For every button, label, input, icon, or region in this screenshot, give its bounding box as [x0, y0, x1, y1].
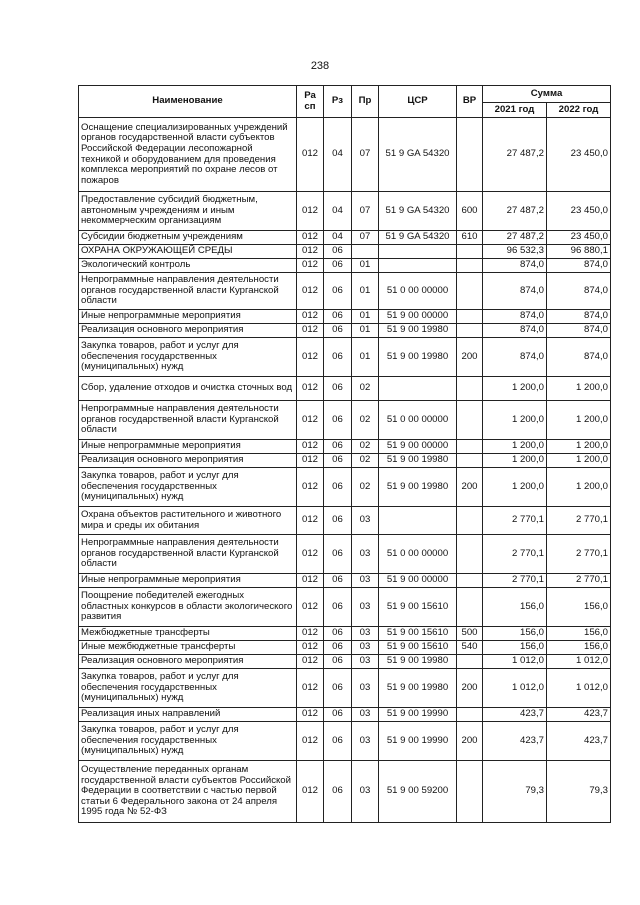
row-vr: 600	[457, 192, 483, 231]
row-rasp: 012	[297, 454, 324, 468]
table-row	[79, 574, 611, 588]
row-csr	[379, 507, 457, 535]
row-rz: 06	[324, 641, 352, 655]
table-row	[79, 641, 611, 655]
row-csr: 51 9 GA 54320	[379, 118, 457, 192]
row-rasp: 012	[297, 310, 324, 324]
table-body	[79, 118, 611, 823]
row-sum-2022: 1 200,0	[547, 468, 611, 507]
table-row	[79, 588, 611, 627]
row-rz: 06	[324, 338, 352, 377]
row-sum-2021: 27 487,2	[483, 231, 547, 245]
row-sum-2022: 1 200,0	[547, 440, 611, 454]
row-sum-2022: 156,0	[547, 627, 611, 641]
row-csr: 51 9 00 19980	[379, 669, 457, 708]
row-vr: 500	[457, 627, 483, 641]
row-csr: 51 9 00 19980	[379, 338, 457, 377]
row-pr: 03	[352, 669, 379, 708]
row-name: Иные межбюджетные трансферты	[79, 641, 297, 655]
row-sum-2021: 27 487,2	[483, 192, 547, 231]
row-sum-2021: 874,0	[483, 273, 547, 310]
row-csr: 51 9 GA 54320	[379, 192, 457, 231]
row-rasp: 012	[297, 259, 324, 273]
row-name: Закупка товаров, работ и услуг для обеспечения государственных (муниципальных) нужд	[79, 338, 297, 377]
row-vr	[457, 324, 483, 338]
row-sum-2021: 1 200,0	[483, 440, 547, 454]
header-summa: Сумма	[483, 86, 611, 103]
row-sum-2022: 96 880,1	[547, 245, 611, 259]
row-sum-2022: 874,0	[547, 259, 611, 273]
row-vr	[457, 507, 483, 535]
header-vr: ВР	[457, 86, 483, 118]
table-row	[79, 440, 611, 454]
row-pr: 03	[352, 535, 379, 574]
row-pr: 03	[352, 588, 379, 627]
table-row	[79, 273, 611, 310]
table-row	[79, 231, 611, 245]
row-sum-2022: 156,0	[547, 588, 611, 627]
row-vr	[457, 761, 483, 823]
row-sum-2021: 79,3	[483, 761, 547, 823]
row-name: Иные непрограммные мероприятия	[79, 440, 297, 454]
table-row	[79, 535, 611, 574]
row-sum-2021: 874,0	[483, 310, 547, 324]
table-row	[79, 259, 611, 273]
row-pr: 03	[352, 627, 379, 641]
row-pr: 03	[352, 574, 379, 588]
row-sum-2021: 156,0	[483, 641, 547, 655]
row-vr: 610	[457, 231, 483, 245]
row-vr	[457, 655, 483, 669]
row-csr: 51 9 00 19990	[379, 708, 457, 722]
row-rasp: 012	[297, 377, 324, 401]
row-rasp: 012	[297, 655, 324, 669]
row-rasp: 012	[297, 761, 324, 823]
row-pr: 07	[352, 231, 379, 245]
row-sum-2021: 1 200,0	[483, 377, 547, 401]
row-pr: 01	[352, 324, 379, 338]
budget-table	[78, 85, 611, 823]
table-row	[79, 454, 611, 468]
row-name: Закупка товаров, работ и услуг для обеспечения государственных (муниципальных) нужд	[79, 722, 297, 761]
row-rasp: 012	[297, 535, 324, 574]
row-vr: 200	[457, 722, 483, 761]
row-sum-2021: 96 532,3	[483, 245, 547, 259]
row-rz: 04	[324, 231, 352, 245]
row-vr	[457, 588, 483, 627]
row-name: Сбор, удаление отходов и очистка сточных вод	[79, 377, 297, 401]
row-sum-2021: 423,7	[483, 722, 547, 761]
row-sum-2022: 874,0	[547, 273, 611, 310]
row-csr: 51 9 00 19980	[379, 324, 457, 338]
row-rasp: 012	[297, 324, 324, 338]
row-vr	[457, 401, 483, 440]
row-pr: 01	[352, 338, 379, 377]
row-csr: 51 9 00 19980	[379, 468, 457, 507]
row-csr: 51 9 00 59200	[379, 761, 457, 823]
row-sum-2022: 1 012,0	[547, 669, 611, 708]
row-sum-2021: 27 487,2	[483, 118, 547, 192]
row-pr: 03	[352, 655, 379, 669]
row-rz: 06	[324, 655, 352, 669]
row-rasp: 012	[297, 440, 324, 454]
row-sum-2021: 423,7	[483, 708, 547, 722]
row-pr: 03	[352, 708, 379, 722]
row-rz: 06	[324, 627, 352, 641]
row-sum-2021: 874,0	[483, 324, 547, 338]
row-rz: 06	[324, 440, 352, 454]
row-vr	[457, 454, 483, 468]
row-sum-2021: 156,0	[483, 627, 547, 641]
table-row	[79, 310, 611, 324]
row-sum-2021: 1 200,0	[483, 468, 547, 507]
row-sum-2022: 79,3	[547, 761, 611, 823]
row-csr: 51 9 GA 54320	[379, 231, 457, 245]
row-rasp: 012	[297, 338, 324, 377]
table-row	[79, 118, 611, 192]
row-sum-2022: 1 200,0	[547, 377, 611, 401]
row-rz: 06	[324, 259, 352, 273]
row-csr	[379, 259, 457, 273]
row-sum-2022: 23 450,0	[547, 231, 611, 245]
row-csr	[379, 377, 457, 401]
row-sum-2021: 1 200,0	[483, 401, 547, 440]
row-sum-2022: 874,0	[547, 310, 611, 324]
row-rz: 06	[324, 401, 352, 440]
row-pr	[352, 245, 379, 259]
table-row	[79, 468, 611, 507]
row-sum-2022: 2 770,1	[547, 574, 611, 588]
row-sum-2021: 2 770,1	[483, 535, 547, 574]
row-vr	[457, 377, 483, 401]
row-rasp: 012	[297, 574, 324, 588]
row-sum-2022: 1 200,0	[547, 401, 611, 440]
row-vr	[457, 535, 483, 574]
header-name: Наименование	[79, 86, 297, 118]
row-vr: 200	[457, 338, 483, 377]
row-rz: 04	[324, 192, 352, 231]
row-pr: 01	[352, 273, 379, 310]
row-csr: 51 0 00 00000	[379, 401, 457, 440]
row-pr: 07	[352, 118, 379, 192]
row-name: ОХРАНА ОКРУЖАЮЩЕЙ СРЕДЫ	[79, 245, 297, 259]
row-pr: 02	[352, 377, 379, 401]
row-name: Экологический контроль	[79, 259, 297, 273]
row-sum-2022: 23 450,0	[547, 118, 611, 192]
row-vr	[457, 259, 483, 273]
row-rasp: 012	[297, 468, 324, 507]
row-rz: 06	[324, 535, 352, 574]
row-pr: 01	[352, 259, 379, 273]
row-rz: 06	[324, 273, 352, 310]
row-sum-2021: 874,0	[483, 338, 547, 377]
row-sum-2021: 1 012,0	[483, 669, 547, 708]
table-row	[79, 722, 611, 761]
row-rz: 06	[324, 708, 352, 722]
header-rz: Рз	[324, 86, 352, 118]
row-pr: 02	[352, 440, 379, 454]
row-pr: 01	[352, 310, 379, 324]
row-rasp: 012	[297, 669, 324, 708]
row-sum-2022: 156,0	[547, 641, 611, 655]
row-name: Реализация основного мероприятия	[79, 655, 297, 669]
row-pr: 03	[352, 641, 379, 655]
row-name: Предоставление субсидий бюджетным, автономным учреждениям и иным некоммерческим организациям	[79, 192, 297, 231]
row-rz: 06	[324, 454, 352, 468]
table-row	[79, 655, 611, 669]
row-vr	[457, 273, 483, 310]
page-number: 238	[310, 60, 330, 72]
row-csr: 51 9 00 00000	[379, 574, 457, 588]
row-csr: 51 9 00 00000	[379, 440, 457, 454]
row-vr	[457, 118, 483, 192]
row-sum-2021: 1 200,0	[483, 454, 547, 468]
row-vr	[457, 310, 483, 324]
table-row	[79, 708, 611, 722]
row-name: Субсидии бюджетным учреждениям	[79, 231, 297, 245]
table-row	[79, 401, 611, 440]
row-rz: 06	[324, 507, 352, 535]
row-sum-2021: 156,0	[483, 588, 547, 627]
row-pr: 02	[352, 468, 379, 507]
table-row	[79, 245, 611, 259]
row-name: Поощрение победителей ежегодных областных конкурсов в области экологического развития	[79, 588, 297, 627]
row-pr: 03	[352, 722, 379, 761]
row-vr	[457, 245, 483, 259]
row-sum-2022: 1 012,0	[547, 655, 611, 669]
table-row	[79, 669, 611, 708]
table-row	[79, 507, 611, 535]
row-rz: 06	[324, 588, 352, 627]
row-name: Непрограммные направления деятельности органов государственной власти Курганской области	[79, 401, 297, 440]
row-csr: 51 0 00 00000	[379, 273, 457, 310]
row-name: Закупка товаров, работ и услуг для обеспечения государственных (муниципальных) нужд	[79, 468, 297, 507]
row-rasp: 012	[297, 273, 324, 310]
header-csr: ЦСР	[379, 86, 457, 118]
row-csr: 51 9 00 19990	[379, 722, 457, 761]
row-pr: 02	[352, 401, 379, 440]
row-rasp: 012	[297, 507, 324, 535]
row-name: Непрограммные направления деятельности органов государственной власти Курганской области	[79, 535, 297, 574]
row-rz: 06	[324, 468, 352, 507]
row-csr: 51 9 00 19980	[379, 655, 457, 669]
row-csr: 51 9 00 19980	[379, 454, 457, 468]
row-sum-2022: 874,0	[547, 338, 611, 377]
table-row	[79, 192, 611, 231]
row-name: Охрана объектов растительного и животного мира и среды их обитания	[79, 507, 297, 535]
row-vr	[457, 708, 483, 722]
row-csr: 51 9 00 15610	[379, 641, 457, 655]
row-rz: 06	[324, 324, 352, 338]
row-name: Оснащение специализированных учреждений органов государственной власти субъектов Российской Федерации лесопожарной техникой и оборудованием для проведения комплекса мероприятий по охране лесов от пожаров	[79, 118, 297, 192]
row-rasp: 012	[297, 641, 324, 655]
row-sum-2022: 423,7	[547, 722, 611, 761]
row-rasp: 012	[297, 588, 324, 627]
row-pr: 03	[352, 761, 379, 823]
row-pr: 02	[352, 454, 379, 468]
table-row	[79, 761, 611, 823]
row-rasp: 012	[297, 401, 324, 440]
row-rasp: 012	[297, 245, 324, 259]
table-row	[79, 324, 611, 338]
row-rasp: 012	[297, 708, 324, 722]
row-rz: 06	[324, 574, 352, 588]
row-vr: 200	[457, 468, 483, 507]
table-row	[79, 338, 611, 377]
table-row	[79, 627, 611, 641]
row-sum-2021: 2 770,1	[483, 507, 547, 535]
row-rz: 06	[324, 377, 352, 401]
row-sum-2021: 874,0	[483, 259, 547, 273]
row-sum-2022: 423,7	[547, 708, 611, 722]
header-rasp: Ра сп	[297, 86, 324, 118]
row-name: Реализация основного мероприятия	[79, 324, 297, 338]
row-sum-2021: 2 770,1	[483, 574, 547, 588]
row-rasp: 012	[297, 722, 324, 761]
row-name: Межбюджетные трансферты	[79, 627, 297, 641]
row-rasp: 012	[297, 627, 324, 641]
row-csr: 51 0 00 00000	[379, 535, 457, 574]
row-vr	[457, 574, 483, 588]
row-rz: 06	[324, 722, 352, 761]
header-2021: 2021 год	[483, 103, 547, 118]
row-rz: 06	[324, 245, 352, 259]
row-name: Реализация иных направлений	[79, 708, 297, 722]
row-name: Закупка товаров, работ и услуг для обеспечения государственных (муниципальных) нужд	[79, 669, 297, 708]
row-sum-2022: 1 200,0	[547, 454, 611, 468]
row-pr: 03	[352, 507, 379, 535]
row-csr: 51 9 00 15610	[379, 627, 457, 641]
row-name: Иные непрограммные мероприятия	[79, 310, 297, 324]
row-vr	[457, 440, 483, 454]
row-rz: 04	[324, 118, 352, 192]
row-rasp: 012	[297, 231, 324, 245]
row-sum-2022: 23 450,0	[547, 192, 611, 231]
row-sum-2022: 2 770,1	[547, 507, 611, 535]
row-csr	[379, 245, 457, 259]
row-pr: 07	[352, 192, 379, 231]
row-rz: 06	[324, 761, 352, 823]
row-name: Иные непрограммные мероприятия	[79, 574, 297, 588]
header-pr: Пр	[352, 86, 379, 118]
table-row	[79, 377, 611, 401]
row-rasp: 012	[297, 118, 324, 192]
row-rasp: 012	[297, 192, 324, 231]
row-vr: 200	[457, 669, 483, 708]
row-vr: 540	[457, 641, 483, 655]
row-rz: 06	[324, 669, 352, 708]
row-sum-2022: 2 770,1	[547, 535, 611, 574]
row-csr: 51 9 00 00000	[379, 310, 457, 324]
row-rz: 06	[324, 310, 352, 324]
row-sum-2021: 1 012,0	[483, 655, 547, 669]
row-name: Реализация основного мероприятия	[79, 454, 297, 468]
row-csr: 51 9 00 15610	[379, 588, 457, 627]
row-sum-2022: 874,0	[547, 324, 611, 338]
header-2022: 2022 год	[547, 103, 611, 118]
row-name: Непрограммные направления деятельности органов государственной власти Курганской области	[79, 273, 297, 310]
row-name: Осуществление переданных органам государственной власти субъектов Российской Федерации в соответствии с частью первой статьи 6 Федерального закона от 24 апреля 1995 года № 52-ФЗ	[79, 761, 297, 823]
